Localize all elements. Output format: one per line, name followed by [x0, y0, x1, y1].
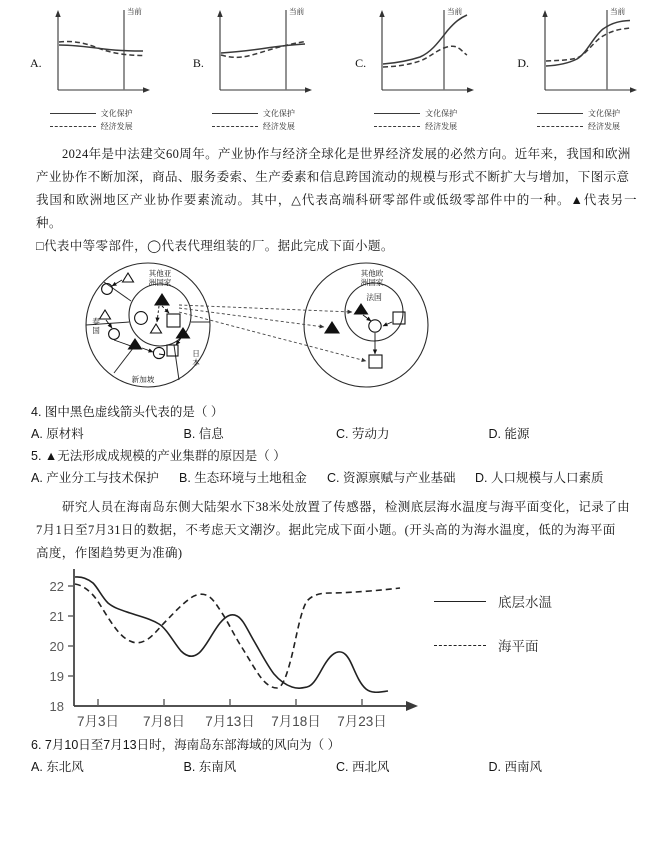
hollow-triangle-icon — [123, 273, 134, 282]
dashed-line-swatch-icon — [212, 126, 258, 127]
question-4-choices — [0, 423, 651, 445]
circle-node-icon — [369, 320, 381, 332]
question-4-choice-b[interactable]: B. 信息 — [183, 427, 224, 441]
question-4-choice-a[interactable]: A. 原材料 — [31, 427, 84, 441]
sea-chart-legend-row-solid — [434, 579, 552, 623]
question-6-number: 6. — [31, 738, 42, 752]
sector-label-japan-1: 日 — [192, 349, 200, 358]
option-legend-label-solid-a: 文化保护 — [100, 109, 133, 118]
question-5-choice-c[interactable]: C. 资源禀赋与产业基础 — [327, 471, 456, 485]
question-6-choice-d[interactable]: D. 西南风 — [488, 760, 542, 774]
question-5-number: 5. — [31, 449, 42, 463]
filled-triangle-icon — [355, 304, 368, 314]
circle-node-icon — [153, 347, 164, 358]
square-node-icon — [167, 314, 180, 327]
question-6-stem: 7月10日至7月13日时，海南岛东部海域的风向为（ ） — [44, 738, 341, 752]
sector-label-thailand-2: 国 — [92, 326, 100, 335]
x-tick-label-jul18: 7月18日 — [271, 714, 321, 729]
solid-line-swatch-icon — [537, 113, 583, 114]
dashed-line-swatch-icon — [50, 126, 96, 127]
option-legend-d — [531, 107, 643, 133]
hollow-triangle-icon — [100, 310, 111, 319]
option-legend-row-solid-b — [212, 107, 318, 120]
passage-1-line-2: 产业协作不断加深，商品、服务委索、生产委素和信息跨国流动的规模与形式不断扩大与增加，下图示意 — [36, 170, 630, 184]
question-6-choice-b[interactable]: B. 东南风 — [183, 760, 237, 774]
option-legend-row-dashed-d — [537, 120, 643, 133]
solid-line-swatch-icon — [212, 113, 258, 114]
right-outer-label-line2: 洲国家 — [360, 278, 384, 287]
sector-label-thailand-1: 泰 — [92, 317, 100, 326]
y-tick-label-21: 21 — [49, 609, 64, 624]
dashed-line-swatch-icon — [537, 126, 583, 127]
circle-node-icon — [102, 284, 113, 295]
question-5-choice-a[interactable]: A. 产业分工与技术保护 — [31, 471, 159, 485]
sea-chart-legend-label-solid: 底层水温 — [498, 595, 552, 610]
option-legend-label-dashed-c: 经济发展 — [425, 122, 458, 131]
option-chart-a — [44, 4, 156, 133]
solid-line-swatch-icon — [50, 113, 96, 114]
right-inner-label-france: 法国 — [366, 293, 382, 302]
passage-1 — [0, 143, 651, 258]
option-legend-a — [44, 107, 156, 133]
circle-node-icon — [109, 329, 120, 340]
option-chart-b-svg — [206, 4, 318, 104]
x-axis-arrow-icon — [406, 701, 418, 711]
circle-node-icon — [135, 312, 148, 325]
passage-2-line-1: 研究人员在海南岛东侧大陆架水下38米处放置了传感器，检测底层海水温度与海平面变化，记录了由 — [62, 500, 631, 514]
option-block-d — [517, 4, 643, 133]
option-chart-c-svg — [368, 4, 480, 104]
question-5-choices — [0, 467, 651, 489]
sector-label-singapore: 新加坡 — [131, 375, 155, 384]
option-block-b — [193, 4, 318, 133]
question-6-choice-c[interactable]: C. 西北风 — [336, 760, 390, 774]
option-legend-c — [368, 107, 480, 133]
solid-line-swatch-icon — [374, 113, 420, 114]
option-letter-c: C. — [355, 56, 367, 70]
option-charts-row — [0, 0, 651, 133]
filled-triangle-icon — [155, 294, 169, 305]
passage-2 — [0, 496, 651, 565]
solid-line-swatch-icon — [434, 601, 486, 602]
option-legend-row-solid-a — [50, 107, 156, 120]
option-chart-d — [531, 4, 643, 133]
option-legend-b — [206, 107, 318, 133]
question-4-stem-line — [0, 401, 651, 423]
sea-chart-legend-label-dashed: 海平面 — [498, 639, 539, 654]
filled-triangle-icon — [325, 322, 339, 333]
y-tick-label-19: 19 — [49, 669, 64, 684]
y-tick-label-20: 20 — [49, 639, 64, 654]
passage-2-line-3: 高度，作图趋势更为准确) — [36, 546, 183, 560]
option-chart-b — [206, 4, 318, 133]
cross-dashed-arrow-1 — [179, 305, 352, 312]
option-legend-label-dashed-a: 经济发展 — [100, 122, 133, 131]
industry-network-diagram — [0, 260, 651, 397]
question-6-choice-a[interactable]: A. 东北风 — [31, 760, 84, 774]
sector-label-japan-2: 本 — [192, 358, 200, 367]
question-5-choice-d[interactable]: D. 人口规模与人口素质 — [475, 471, 604, 485]
dashed-line-swatch-icon — [374, 126, 420, 127]
option-chart-d-svg — [531, 4, 643, 104]
option-legend-label-dashed-b: 经济发展 — [262, 122, 295, 131]
option-chart-a-svg — [44, 4, 156, 104]
option-legend-row-solid-d — [537, 107, 643, 120]
question-5-stem: ▲无法形成成规模的产业集群的原因是（ ） — [44, 449, 286, 463]
option-letter-a: A. — [30, 56, 42, 70]
x-tick-label-jul13: 7月13日 — [205, 714, 255, 729]
x-tick-label-jul8: 7月8日 — [142, 714, 186, 729]
question-4-choice-d[interactable]: D. 能源 — [488, 427, 530, 441]
option-chart-c — [368, 4, 480, 133]
passage-1-line-3: 我国和欧洲地区产业协作要素流动。其中，△代表高端科研零部件或低级零部件中的一种。▲代表另一种。 — [36, 193, 637, 230]
left-outer-label-line1: 其他亚 — [148, 269, 172, 278]
option-legend-label-dashed-d: 经济发展 — [587, 122, 620, 131]
question-4-stem: 图中黑色虚线箭头代表的是（ ） — [44, 405, 224, 419]
option-legend-label-solid-c: 文化保护 — [425, 109, 458, 118]
option-block-a — [30, 4, 156, 133]
sea-temperature-chart — [0, 567, 651, 732]
option-legend-row-dashed-a — [50, 120, 156, 133]
option-legend-label-solid-d: 文化保护 — [587, 109, 620, 118]
filled-triangle-icon — [129, 339, 142, 349]
question-5-stem-line — [0, 445, 651, 467]
option-legend-row-dashed-b — [212, 120, 318, 133]
current-label-d: 当前 — [609, 7, 626, 16]
question-5-choice-b[interactable]: B. 生态环境与土地租金 — [179, 471, 307, 485]
passage-1-line-1: 2024年是中法建交60周年。产业协作与经济全球化是世界经济发展的必然方向。近年来，我国和欧洲 — [62, 147, 631, 161]
hollow-triangle-icon — [151, 324, 162, 333]
square-node-icon — [369, 355, 382, 368]
series-sea-level — [75, 584, 400, 688]
x-tick-label-jul23: 7月23日 — [337, 714, 387, 729]
current-label-a: 当前 — [126, 7, 142, 16]
question-6-choices — [0, 756, 651, 778]
industry-network-svg — [36, 260, 466, 392]
sea-chart-legend — [434, 579, 552, 667]
question-6-stem-line — [0, 734, 651, 756]
passage-1-line-4: □代表中等零部件，◯代表代理组装的厂。据此完成下面小题。 — [36, 239, 394, 253]
sea-chart-legend-row-dashed — [434, 623, 552, 667]
option-legend-row-solid-c — [374, 107, 480, 120]
cross-dashed-arrow-3 — [179, 312, 366, 361]
option-block-c — [355, 4, 480, 133]
right-outer-label-line1: 其他欧 — [360, 269, 384, 278]
left-outer-label-line2: 洲国家 — [148, 278, 172, 287]
current-label-c: 当前 — [447, 7, 463, 16]
option-letter-b: B. — [192, 56, 204, 70]
sea-temperature-chart-svg — [26, 567, 426, 732]
current-label-b: 当前 — [288, 7, 305, 16]
option-legend-row-dashed-c — [374, 120, 480, 133]
question-4-choice-c[interactable]: C. 劳动力 — [336, 427, 390, 441]
square-node-icon — [167, 345, 178, 356]
question-4-number: 4. — [31, 405, 42, 419]
passage-2-line-2: 7月1日至7月31日的数据，不考虑天文潮汐。据此完成下面小题。(开头高的为海水温度，低的为海平面 — [36, 523, 616, 537]
x-tick-label-jul3: 7月3日 — [76, 714, 120, 729]
option-legend-label-solid-b: 文化保护 — [262, 109, 295, 118]
dashed-line-swatch-icon — [434, 645, 486, 646]
y-tick-label-18: 18 — [49, 699, 64, 714]
y-tick-label-22: 22 — [49, 579, 64, 594]
option-letter-d: D. — [517, 56, 529, 70]
